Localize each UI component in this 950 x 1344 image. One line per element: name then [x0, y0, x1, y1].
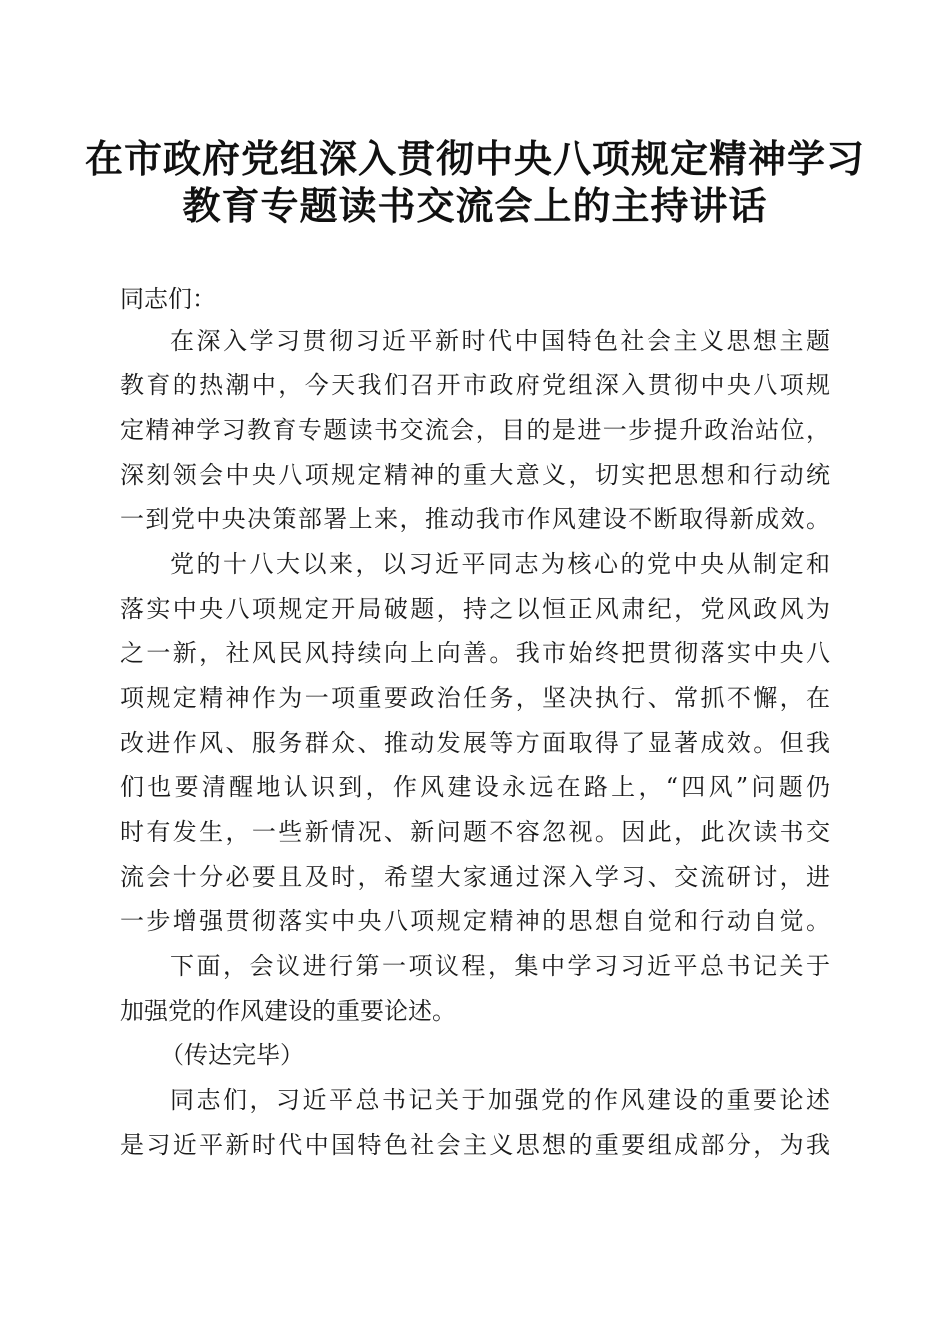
body-line: 们也要清醒地认识到，作风建设永远在路上，“四风”问题仍	[120, 773, 830, 801]
body-line: 在深入学习贯彻习近平新时代中国特色社会主义思想主题	[170, 327, 830, 355]
document-title-line-2: 教育专题读书交流会上的主持讲话	[182, 184, 768, 228]
body-line: 是习近平新时代中国特色社会主义思想的重要组成部分，为我	[120, 1131, 830, 1159]
body-line: 下面，会议进行第一项议程，集中学习习近平总书记关于	[170, 952, 830, 980]
body-line: 一到党中央决策部署上来，推动我市作风建设不断取得新成效。	[120, 505, 830, 533]
body-line: 时有发生，一些新情况、新问题不容忽视。因此，此次读书交	[120, 818, 830, 846]
body-line: 党的十八大以来，以习近平同志为核心的党中央从制定和	[170, 550, 830, 578]
body-line: （传达完毕）	[160, 1041, 304, 1069]
body-line: 改进作风、服务群众、推动发展等方面取得了显著成效。但我	[120, 729, 830, 757]
body-line: 项规定精神作为一项重要政治任务，坚决执行、常抓不懈，在	[120, 684, 830, 712]
body-line: 深刻领会中央八项规定精神的重大意义，切实把思想和行动统	[120, 461, 830, 489]
body-line: 落实中央八项规定开局破题，持之以恒正风肃纪，党风政风为	[120, 595, 830, 623]
body-line: 之一新，社风民风持续向上向善。我市始终把贯彻落实中央八	[120, 639, 830, 667]
salutation: 同志们：	[120, 285, 216, 313]
body-line: 一步增强贯彻落实中央八项规定精神的思想自觉和行动自觉。	[120, 907, 830, 935]
body-line: 加强党的作风建设的重要论述。	[120, 997, 456, 1025]
body-line: 定精神学习教育专题读书交流会，目的是进一步提升政治站位，	[120, 416, 830, 444]
body-line: 同志们，习近平总书记关于加强党的作风建设的重要论述	[170, 1086, 830, 1114]
body-line: 教育的热潮中，今天我们召开市政府党组深入贯彻中央八项规	[120, 371, 830, 399]
body-line: 流会十分必要且及时，希望大家通过深入学习、交流研讨，进	[120, 863, 830, 891]
document-title-line-1: 在市政府党组深入贯彻中央八项规定精神学习	[84, 137, 865, 181]
